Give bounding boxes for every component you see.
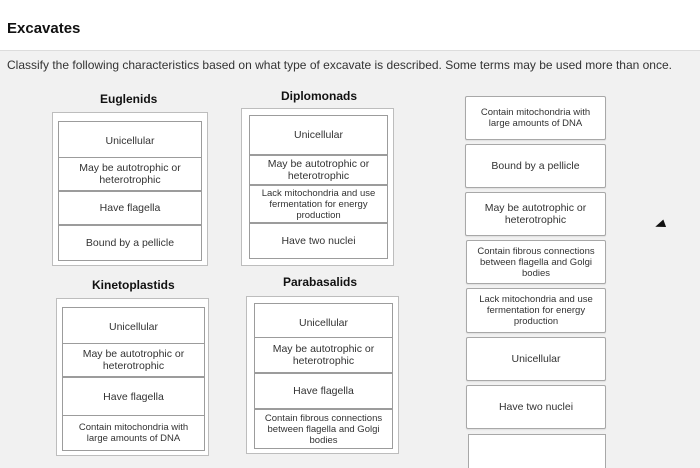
cursor-arrow-icon — [654, 220, 666, 231]
drop-zone-diplomonads[interactable] — [241, 108, 394, 266]
bank-card-autotrophic[interactable]: May be autotrophic or heterotrophic — [465, 192, 606, 236]
bank-card-pellicle[interactable]: Bound by a pellicle — [465, 144, 606, 188]
drop-zone-kinetoplastids[interactable] — [56, 298, 209, 456]
group-label-kinetoplastids: Kinetoplastids — [92, 278, 175, 292]
group-label-euglenids: Euglenids — [100, 92, 158, 106]
page-title: Excavates — [7, 20, 81, 37]
card-parabasalids-flagella[interactable]: Have flagella — [254, 373, 393, 409]
group-label-parabasalids: Parabasalids — [283, 275, 358, 289]
bank-card-fibrous[interactable]: Contain fibrous connections between flagella and Golgi bodies — [466, 240, 606, 284]
card-kinetoplastids-unicellular[interactable]: Unicellular — [62, 307, 205, 347]
bank-card-partial[interactable] — [468, 434, 606, 468]
card-euglenids-pellicle[interactable]: Bound by a pellicle — [58, 225, 202, 261]
card-diplomonads-unicellular[interactable]: Unicellular — [249, 115, 388, 155]
page-header — [0, 0, 700, 51]
card-kinetoplastids-autotrophic[interactable]: May be autotrophic or heterotrophic — [62, 343, 205, 377]
drop-zone-euglenids[interactable] — [52, 112, 208, 266]
card-parabasalids-fibrous[interactable]: Contain fibrous connections between flagella and Golgi bodies — [254, 409, 393, 449]
card-euglenids-autotrophic[interactable]: May be autotrophic or heterotrophic — [58, 157, 202, 191]
card-parabasalids-autotrophic[interactable]: May be autotrophic or heterotrophic — [254, 337, 393, 373]
card-euglenids-flagella[interactable]: Have flagella — [58, 191, 202, 225]
card-diplomonads-lack-mitochondria[interactable]: Lack mitochondria and use fermentation for energy production — [249, 185, 388, 223]
bank-card-unicellular[interactable]: Unicellular — [466, 337, 606, 381]
card-diplomonads-two-nuclei[interactable]: Have two nuclei — [249, 223, 388, 259]
drop-zone-parabasalids[interactable] — [246, 296, 399, 454]
card-parabasalids-unicellular[interactable]: Unicellular — [254, 303, 393, 343]
group-label-diplomonads: Diplomonads — [281, 89, 358, 103]
card-kinetoplastids-mitochondria-dna[interactable]: Contain mitochondria with large amounts of DNA — [62, 415, 205, 451]
bank-card-mitochondria-dna[interactable]: Contain mitochondria with large amounts of DNA — [465, 96, 606, 140]
card-diplomonads-autotrophic[interactable]: May be autotrophic or heterotrophic — [249, 155, 388, 185]
card-kinetoplastids-flagella[interactable]: Have flagella — [62, 377, 205, 417]
instructions: Classify the following characteristics based on what type of excavate is described. Some terms may be used more than once. — [7, 58, 672, 72]
bank-card-lack-mitochondria[interactable]: Lack mitochondria and use fermentation for energy production — [466, 288, 606, 333]
bank-card-two-nuclei[interactable]: Have two nuclei — [466, 385, 606, 429]
card-euglenids-unicellular[interactable]: Unicellular — [58, 121, 202, 161]
